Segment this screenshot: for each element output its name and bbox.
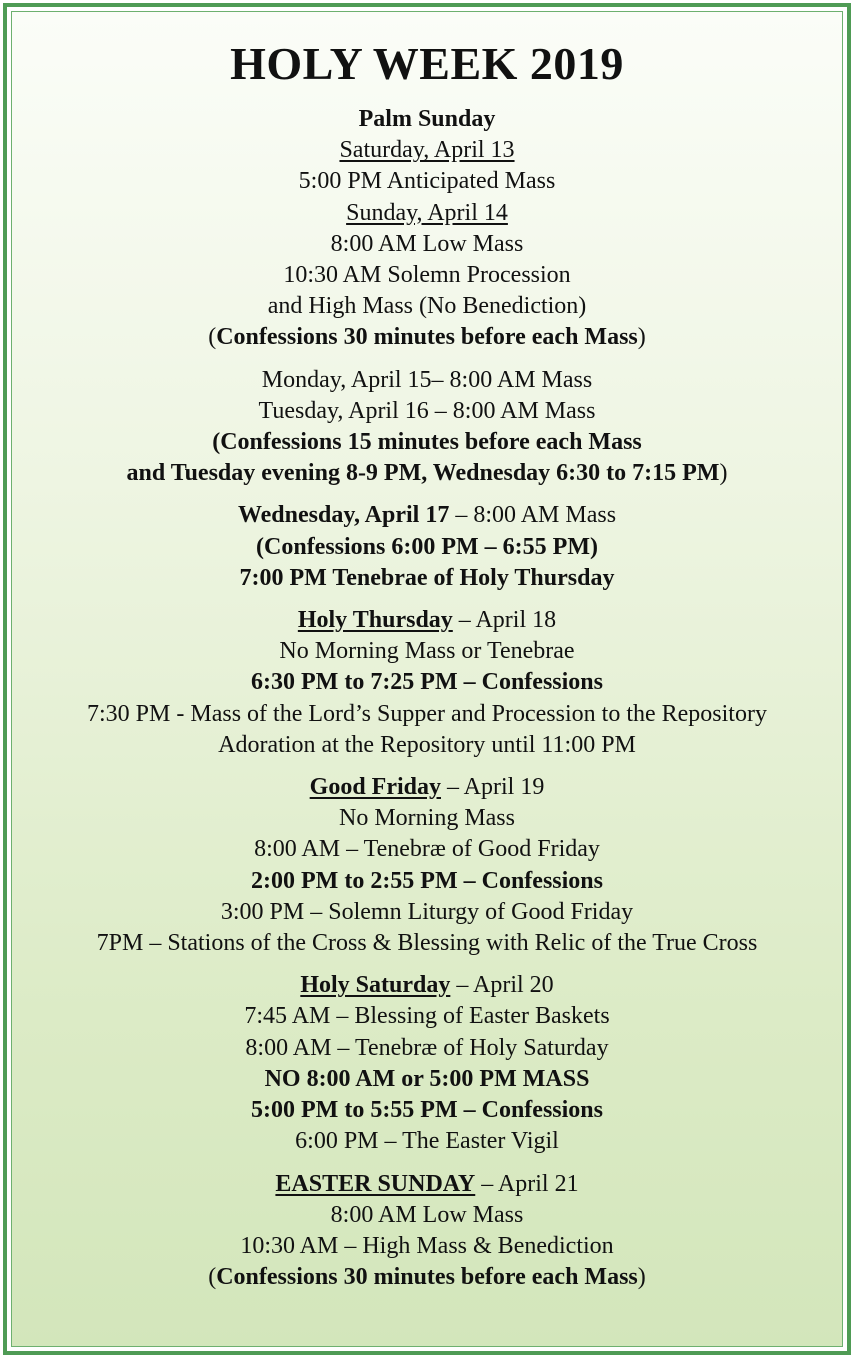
wednesday-confessions: (Confessions 6:00 PM – 6:55 PM)	[256, 533, 598, 560]
good-friday-heading: Good Friday – April 19	[309, 774, 545, 801]
monday-mass: Monday, April 15– 8:00 AM Mass	[261, 366, 593, 393]
outer-border	[3, 3, 851, 1355]
saturday-no-mass: NO 8:00 AM or 5:00 PM MASS	[264, 1065, 590, 1092]
palm-confessions: (Confessions 30 minutes before each Mass)	[208, 324, 646, 351]
section-holy-saturday	[12, 970, 842, 1157]
section-easter-sunday	[12, 1169, 842, 1294]
adoration-repository: Adoration at the Repository until 11:00 PM	[218, 731, 636, 758]
wednesday-mass: Wednesday, April 17 – 8:00 AM Mass	[237, 502, 617, 529]
page-title: HOLY WEEK 2019	[230, 38, 624, 89]
holy-saturday-heading: Holy Saturday – April 20	[300, 972, 554, 999]
solemn-procession: 10:30 AM Solemn Procession	[283, 262, 571, 289]
easter-high-mass: 10:30 AM – High Mass & Benediction	[240, 1232, 614, 1259]
sunday-date: Sunday, April 14	[346, 199, 508, 226]
saturday-date: Saturday, April 13	[339, 137, 515, 164]
wednesday-tenebrae: 7:00 PM Tenebrae of Holy Thursday	[239, 564, 615, 591]
saturday-confessions: 5:00 PM to 5:55 PM – Confessions	[251, 1097, 603, 1124]
friday-tenebrae: 8:00 AM – Tenebræ of Good Friday	[254, 836, 600, 863]
section-holy-thursday	[12, 605, 842, 761]
thursday-no-mass: No Morning Mass or Tenebrae	[279, 638, 575, 665]
lords-supper-mass: 7:30 PM - Mass of the Lord’s Supper and Procession to the Repository	[87, 700, 767, 727]
easter-sunday-heading: EASTER SUNDAY – April 21	[275, 1170, 579, 1197]
anticipated-mass: 5:00 PM Anticipated Mass	[298, 168, 556, 195]
easter-vigil: 6:00 PM – The Easter Vigil	[295, 1128, 559, 1155]
section-weekdays	[12, 365, 842, 490]
section-good-friday	[12, 772, 842, 959]
friday-no-mass: No Morning Mass	[338, 805, 515, 832]
tuesday-mass: Tuesday, April 16 – 8:00 AM Mass	[258, 397, 596, 424]
schedule-panel	[11, 11, 843, 1347]
weekday-confessions-line2: and Tuesday evening 8-9 PM, Wednesday 6:30 to 7:15 PM)	[126, 460, 728, 487]
thursday-confessions: 6:30 PM to 7:25 PM – Confessions	[251, 669, 603, 696]
saturday-tenebrae: 8:00 AM – Tenebræ of Holy Saturday	[245, 1034, 609, 1061]
solemn-liturgy: 3:00 PM – Solemn Liturgy of Good Friday	[220, 898, 634, 925]
palm-high-mass: and High Mass (No Benediction)	[267, 293, 587, 320]
weekday-confessions-line1: (Confessions 15 minutes before each Mass	[212, 429, 642, 456]
holy-thursday-heading: Holy Thursday – April 18	[297, 607, 557, 634]
easter-low-mass: 8:00 AM Low Mass	[330, 1201, 524, 1228]
section-wednesday	[12, 500, 842, 594]
blessing-baskets: 7:45 AM – Blessing of Easter Baskets	[244, 1003, 610, 1030]
palm-sunday-heading: Palm Sunday	[358, 106, 496, 132]
section-palm-sunday	[12, 104, 842, 354]
easter-confessions: (Confessions 30 minutes before each Mass)	[208, 1264, 646, 1291]
palm-low-mass: 8:00 AM Low Mass	[330, 230, 524, 257]
stations-of-cross: 7PM – Stations of the Cross & Blessing with Relic of the True Cross	[96, 930, 758, 957]
schedule-content	[12, 36, 842, 1304]
friday-confessions: 2:00 PM to 2:55 PM – Confessions	[251, 867, 603, 894]
